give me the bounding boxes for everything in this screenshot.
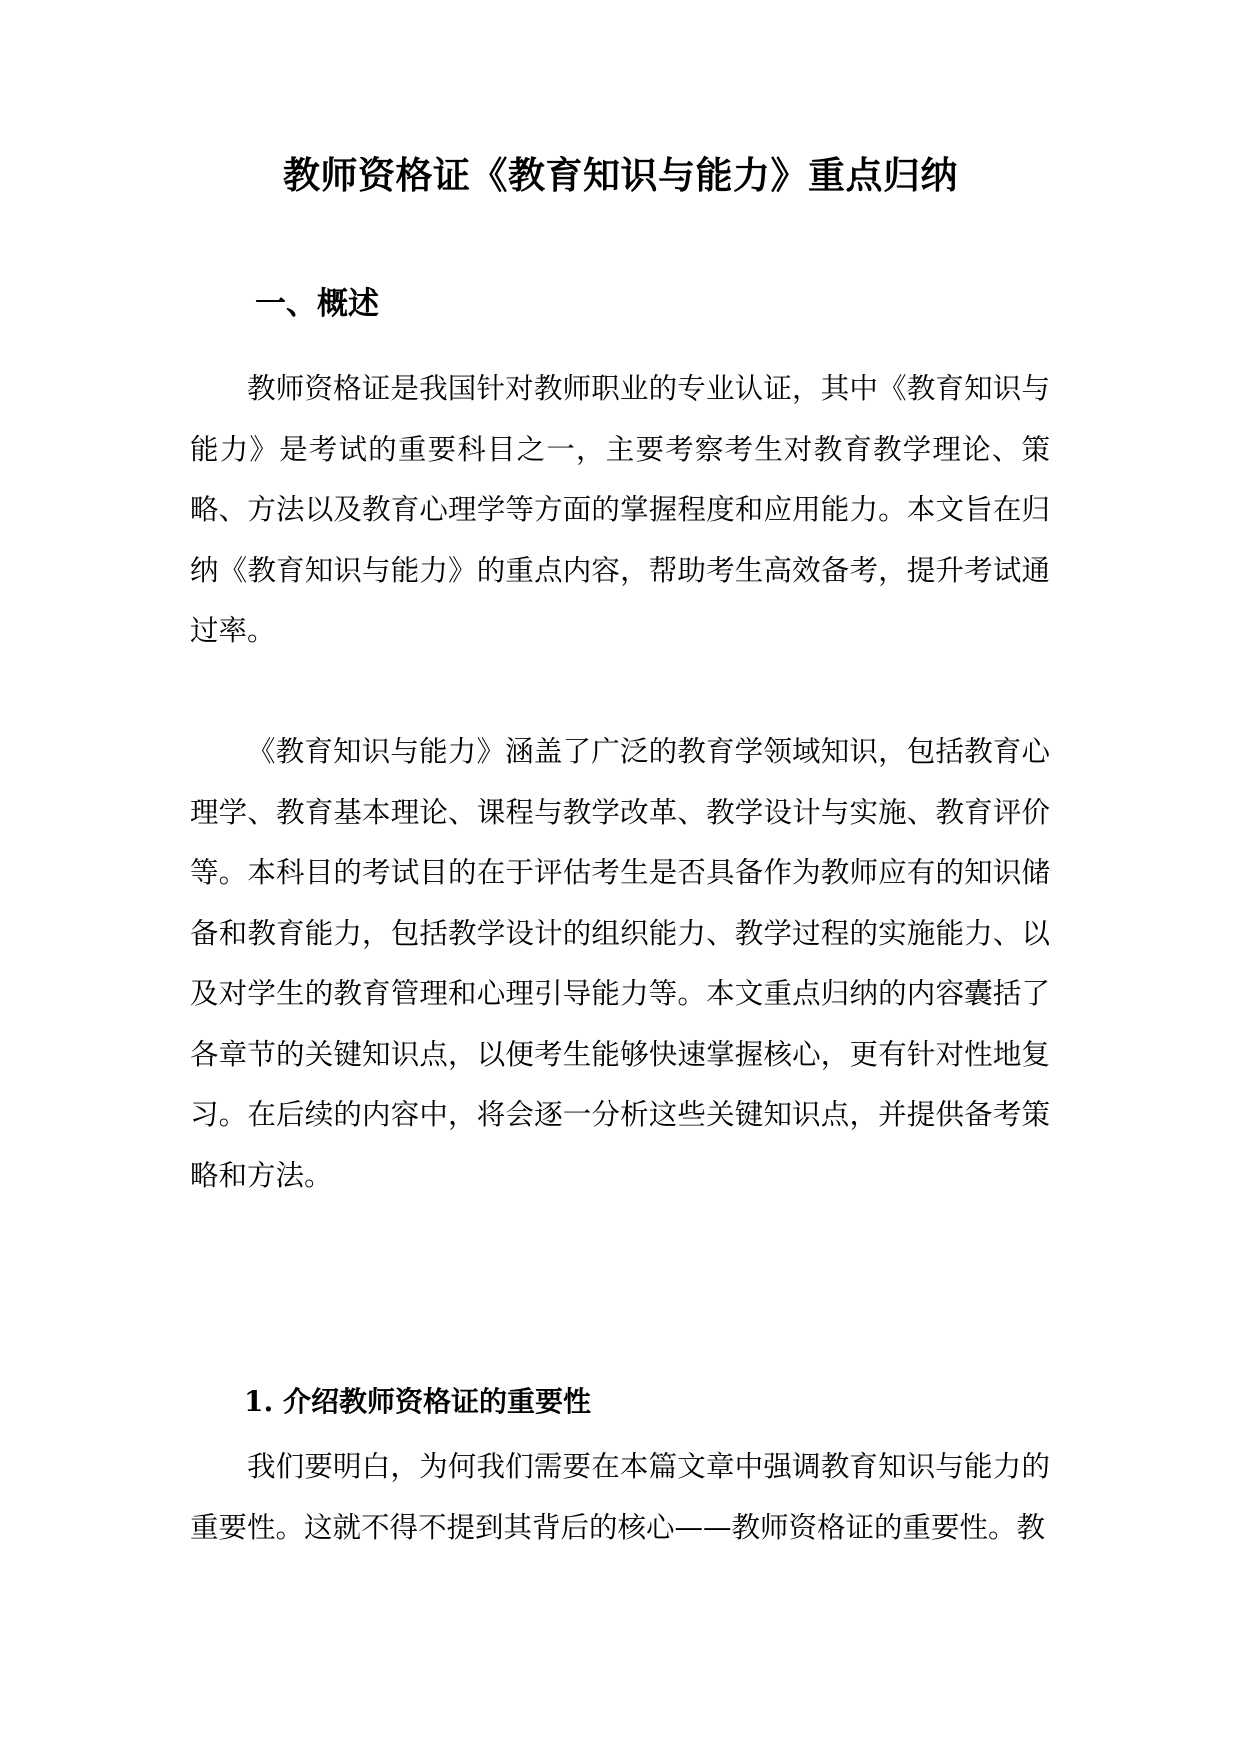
- section-heading-overview: 一、概述: [255, 286, 379, 322]
- document-title: 教师资格证《教育知识与能力》重点归纳: [283, 153, 958, 197]
- subsection-heading-importance: 1. 介绍教师资格证的重要性: [244, 1385, 591, 1418]
- paragraph-importance: 我们要明白，为何我们需要在本篇文章中强调教育知识与能力的重要性。这就不得不提到其背后的核心——教师资格证的重要性。教: [190, 1450, 1050, 1544]
- paragraph-intro: 教师资格证是我国针对教师职业的专业认证，其中《教育知识与能力》是考试的重要科目之一，主要考察考生对教育教学理论、策略、方法以及教育心理学等方面的掌握程度和应用能力。本文旨在归纳《教育知识与能力》的重点内容，帮助考生高效备考，提升考试通过率。: [190, 372, 1050, 647]
- paragraph-scope: 《教育知识与能力》涵盖了广泛的教育学领域知识，包括教育心理学、教育基本理论、课程与教学改革、教学设计与实施、教育评价等。本科目的考试目的在于评估考生是否具备作为教师应有的知识储备和教育能力，包括教学设计的组织能力、教学过程的实施能力、以及对学生的教育管理和心理引导能力等。本文重点归纳的内容囊括了各章节的关键知识点，以便考生能够快速掌握核心，更有针对性地复习。在后续的内容中，将会逐一分析这些关键知识点，并提供备考策略和方法。: [190, 735, 1050, 1192]
